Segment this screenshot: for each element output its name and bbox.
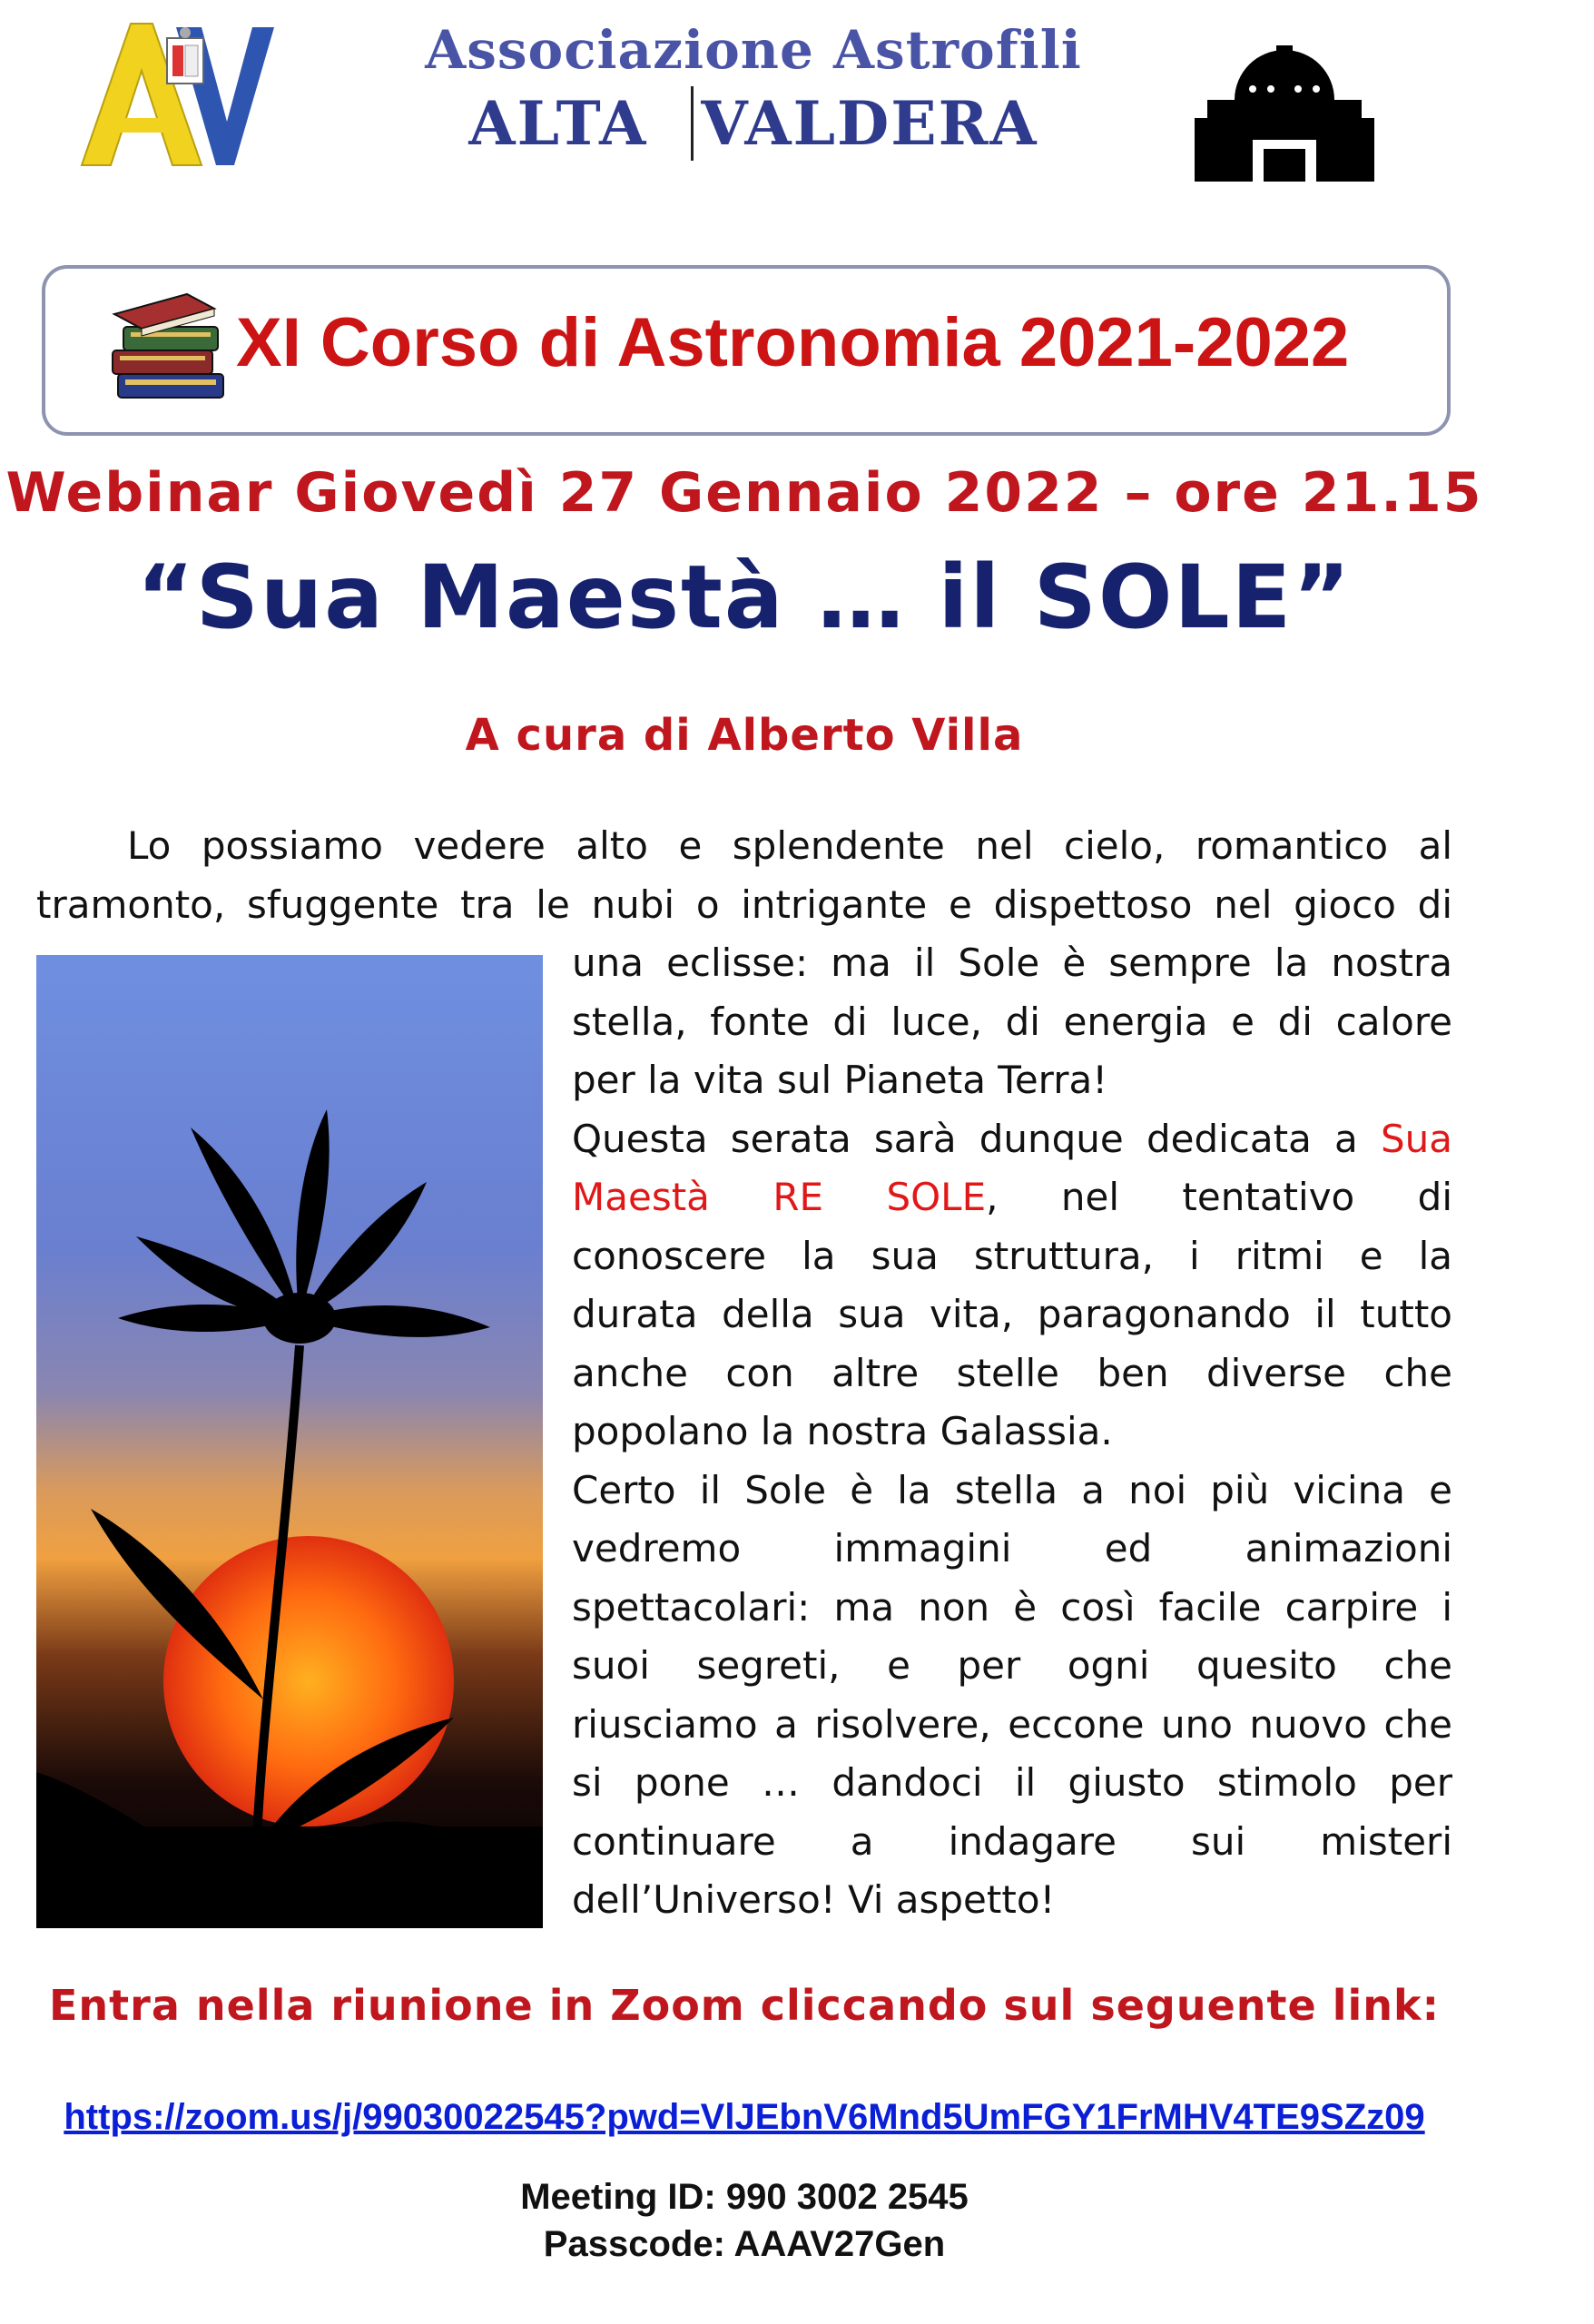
body-line: una eclisse: ma il Sole è sempre la nostra — [572, 940, 1452, 985]
webinar-date: Webinar Giovedì 27 Gennaio 2022 – ore 21.15 — [5, 461, 1483, 525]
body-line: popolano la nostra Galassia. — [572, 1409, 1113, 1453]
body-line: spettacolari: ma non è così facile carpire i — [572, 1584, 1452, 1630]
body-line: riusciamo a risolvere, eccone uno nuovo che — [572, 1701, 1452, 1747]
passcode: Passcode: AAAV27Gen — [543, 2224, 946, 2264]
body-line: vedremo immagini ed animazioni — [572, 1526, 1452, 1571]
body-line: Certo il Sole è la stella a noi più vicina e — [572, 1467, 1452, 1512]
observatory-icon — [1189, 20, 1380, 182]
organization-name: Associazione Astrofili — [425, 19, 1082, 81]
intro-line: Lo possiamo vedere alto e splendente nel cielo, romantico al — [127, 823, 1452, 868]
body-paragraph — [572, 934, 1452, 1930]
body-line: stella, fonte di luce, di energia e di calore — [572, 999, 1452, 1044]
highlight-text: Sua — [1380, 1116, 1452, 1161]
body-line: continuare a indagare sui misteri — [572, 1818, 1452, 1864]
body-line — [572, 1110, 1452, 1169]
course-title: XI Corso di Astronomia 2021-2022 — [236, 304, 1350, 381]
zoom-prompt: Entra nella riunione in Zoom cliccando sul seguente link: — [48, 1981, 1440, 2030]
sunset-flower-photo — [36, 955, 543, 1928]
intro-line: tramonto, sfuggente tra le nubi o intrigante e dispettoso nel gioco di — [36, 881, 1452, 927]
body-line: si pone … dandoci il giusto stimolo per — [572, 1760, 1452, 1805]
body-text: , nel tentativo di — [986, 1175, 1452, 1219]
organization-subtitle-right: VALDERA — [691, 86, 1038, 162]
body-line: conoscere la sua struttura, i ritmi e la — [572, 1233, 1452, 1278]
body-line: suoi segreti, e per ogni quesito che — [572, 1643, 1452, 1688]
highlight-text: Maestà RE SOLE — [572, 1175, 987, 1219]
body-line: durata della sua vita, paragonando il tutto — [572, 1292, 1452, 1336]
curator-line: A cura di Alberto Villa — [465, 710, 1024, 761]
talk-title: “Sua Maestà … il SOLE” — [136, 547, 1353, 648]
zoom-meeting-link[interactable]: https://zoom.us/j/99030022545?pwd=VlJEbnV6Mnd5UmFGY1FrMHV4TE9SZz09 — [64, 2097, 1425, 2137]
av-logo-icon — [74, 20, 276, 167]
body-text: Questa serata sarà dunque dedicata a — [572, 1116, 1381, 1161]
meeting-id: Meeting ID: 990 3002 2545 — [520, 2177, 969, 2217]
body-line: dell’Universo! Vi aspetto! — [572, 1877, 1056, 1922]
course-title-box — [42, 265, 1451, 436]
body-line — [572, 1168, 1452, 1227]
organization-subtitle-left: ALTA — [468, 87, 648, 159]
intro-paragraph — [36, 817, 1452, 934]
books-icon — [105, 287, 232, 405]
body-line: per la vita sul Pianeta Terra! — [572, 1058, 1108, 1102]
organization-header — [381, 20, 1126, 161]
organization-subtitle — [381, 86, 1126, 162]
body-line: anche con altre stelle ben diverse che — [572, 1350, 1452, 1395]
